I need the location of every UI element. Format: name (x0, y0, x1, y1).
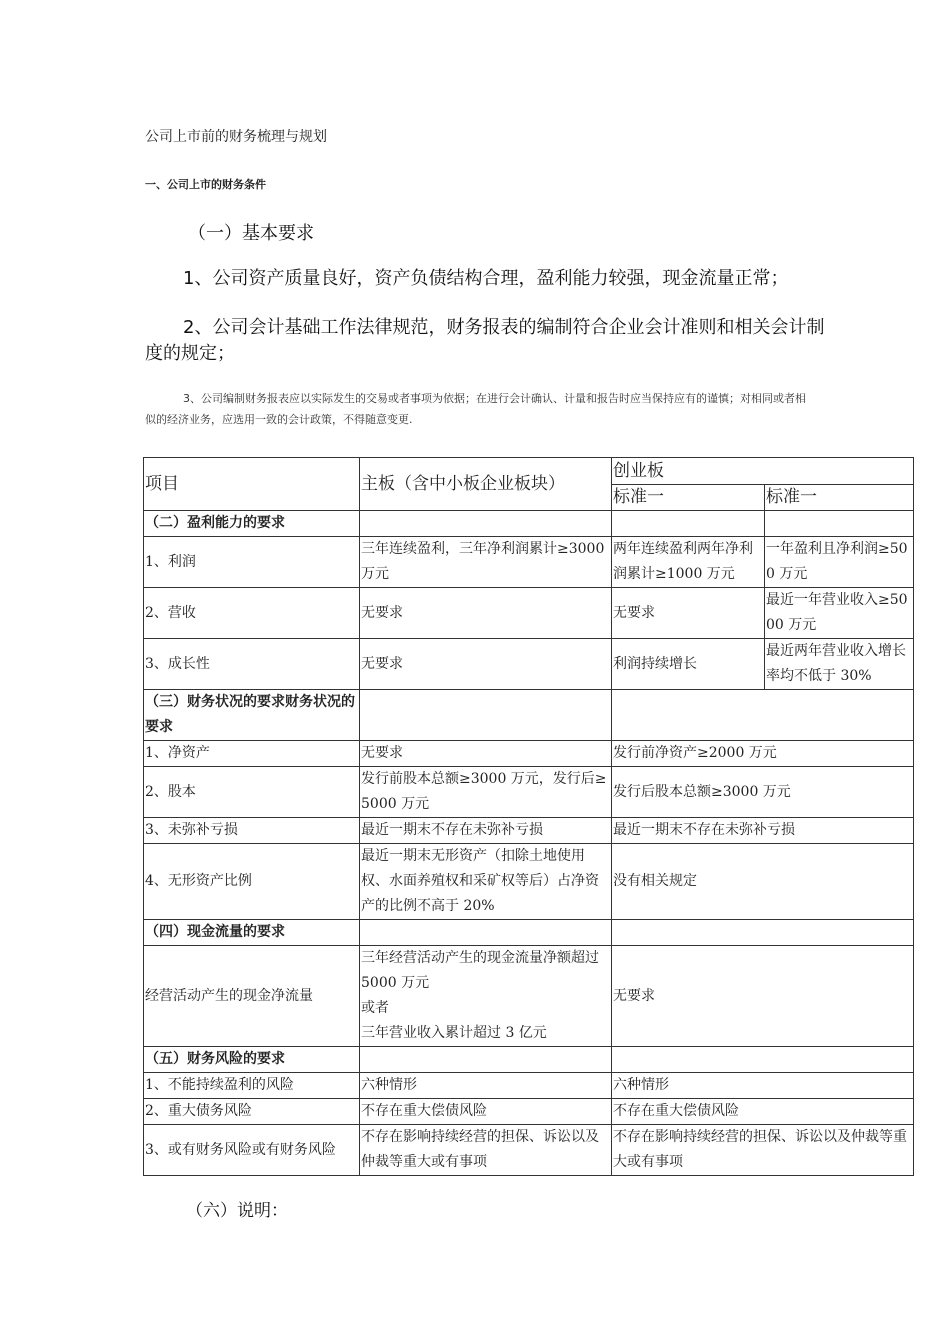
row-label: 4、无形资产比例 (144, 844, 360, 920)
row-label: 3、或有财务风险或有财务风险 (144, 1125, 360, 1176)
cell-main: 最近一期末不存在未弥补亏损 (360, 818, 612, 844)
cell-gem-std1: 利润持续增长 (612, 639, 765, 690)
row-label: 1、净资产 (144, 741, 360, 767)
empty-cell (612, 690, 914, 741)
section-row (144, 690, 914, 741)
cash-main-line-1: 三年经营活动产生的现金流量净额超过 5000 万元 (361, 950, 599, 991)
cell-gem: 最近一期末不存在未弥补亏损 (612, 818, 914, 844)
requirement-item-3-text: 3、公司编制财务报表应以实际发生的交易或者事项为依据；在进行会计确认、计量和报告时应当保持应有的谨慎；对相同或者相似的经济业务，应选用一致的会计政策，不得随意变更. (145, 392, 806, 426)
empty-cell (360, 1047, 612, 1073)
header-standard-2: 标准一 (765, 485, 914, 511)
empty-cell (612, 1047, 914, 1073)
row-label: 1、不能持续盈利的风险 (144, 1073, 360, 1099)
empty-cell (765, 511, 914, 537)
cell-main: 六种情形 (360, 1073, 612, 1099)
table-row (144, 1099, 914, 1125)
cell-gem: 发行前净资产≥2000 万元 (612, 741, 914, 767)
cell-gem-std2: 最近一年营业收入≥5000 万元 (765, 588, 914, 639)
cell-gem: 不存在重大偿债风险 (612, 1099, 914, 1125)
empty-cell (360, 920, 612, 946)
row-label: 2、营收 (144, 588, 360, 639)
table-row (144, 767, 914, 818)
header-item: 项目 (144, 458, 360, 511)
table-header-row (144, 458, 914, 485)
section-row (144, 920, 914, 946)
doc-title: 公司上市前的财务梳理与规划 (145, 129, 327, 145)
empty-cell (612, 511, 765, 537)
header-standard-1: 标准一 (612, 485, 765, 511)
cell-gem-std2: 最近两年营业收入增长率均不低于 30% (765, 639, 914, 690)
cell-gem: 无要求 (612, 946, 914, 1047)
cell-main: 无要求 (360, 741, 612, 767)
section-cash-flow: （四）现金流量的要求 (144, 920, 360, 946)
requirement-item-1 (145, 266, 835, 292)
cell-gem: 六种情形 (612, 1073, 914, 1099)
cell-main (360, 946, 612, 1047)
subsection-heading: （一）基本要求 (188, 223, 314, 244)
cell-main: 不存在影响持续经营的担保、诉讼以及仲裁等重大或有事项 (360, 1125, 612, 1176)
cell-gem-std1: 无要求 (612, 588, 765, 639)
cell-gem: 没有相关规定 (612, 844, 914, 920)
row-label: 2、股本 (144, 767, 360, 818)
row-label: 3、成长性 (144, 639, 360, 690)
section-heading: 一、公司上市的财务条件 (145, 178, 266, 191)
cell-main: 无要求 (360, 588, 612, 639)
cell-gem-std2: 一年盈利且净利润≥500 万元 (765, 537, 914, 588)
section-row (144, 1047, 914, 1073)
cell-main: 不存在重大偿债风险 (360, 1099, 612, 1125)
cash-main-line-3: 三年营业收入累计超过 3 亿元 (361, 1025, 547, 1041)
requirement-item-2 (145, 315, 835, 367)
cell-gem: 不存在影响持续经营的担保、诉讼以及仲裁等重大或有事项 (612, 1125, 914, 1176)
requirement-item-3 (145, 388, 815, 430)
cell-gem-std1: 两年连续盈利两年净利润累计≥1000 万元 (612, 537, 765, 588)
empty-cell (360, 511, 612, 537)
notes-heading: （六）说明： (186, 1201, 288, 1221)
section-profitability: （二）盈利能力的要求 (144, 511, 360, 537)
row-label: 3、未弥补亏损 (144, 818, 360, 844)
cell-main: 无要求 (360, 639, 612, 690)
header-gem: 创业板 (612, 458, 914, 485)
table-row (144, 946, 914, 1047)
table-row (144, 639, 914, 690)
section-financial-status: （三）财务状况的要求财务状况的要求 (144, 690, 360, 741)
table-row (144, 588, 914, 639)
table-row (144, 741, 914, 767)
header-main-board: 主板（含中小板企业板块） (360, 458, 612, 511)
table-row (144, 537, 914, 588)
row-label: 经营活动产生的现金净流量 (144, 946, 360, 1047)
requirement-item-1-text: 1、公司资产质量良好，资产负债结构合理，盈利能力较强，现金流量正常； (183, 268, 789, 289)
table-row (144, 1073, 914, 1099)
row-label: 1、利润 (144, 537, 360, 588)
section-row (144, 511, 914, 537)
cell-main: 三年连续盈利，三年净利润累计≥3000 万元 (360, 537, 612, 588)
cell-main: 发行前股本总额≥3000 万元，发行后≥5000 万元 (360, 767, 612, 818)
listing-requirements-table (143, 457, 914, 1176)
empty-cell (360, 690, 612, 741)
section-financial-risk: （五）财务风险的要求 (144, 1047, 360, 1073)
cell-main: 最近一期末无形资产（扣除土地使用权、水面养殖权和采矿权等后）占净资产的比例不高于 20% (360, 844, 612, 920)
row-label: 2、重大债务风险 (144, 1099, 360, 1125)
empty-cell (612, 920, 914, 946)
cash-main-line-2: 或者 (361, 1000, 389, 1016)
table-row (144, 1125, 914, 1176)
cell-gem: 发行后股本总额≥3000 万元 (612, 767, 914, 818)
table-row (144, 818, 914, 844)
table-row (144, 844, 914, 920)
requirement-item-2-text: 2、公司会计基础工作法律规范，财务报表的编制符合企业会计准则和相关会计制度的规定； (145, 317, 825, 364)
